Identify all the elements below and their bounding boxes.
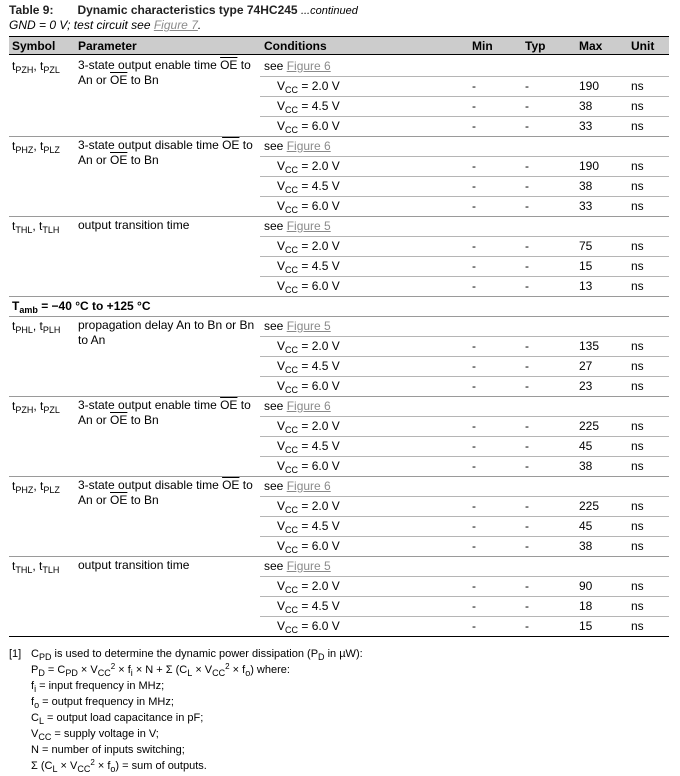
max-value: 190 bbox=[579, 79, 600, 93]
min-value: - bbox=[472, 359, 476, 373]
vcc-condition: $V_{CC} = 2.0$ V bbox=[277, 339, 340, 355]
parameter-cell: 3-state output disable time $\overline{OE}$ to An or $\overline{OE}$ to Bn bbox=[78, 138, 253, 167]
test-condition: GND = 0 V; test circuit see Figure 7. bbox=[9, 18, 202, 32]
max-value: 38 bbox=[579, 99, 593, 113]
max-value: 15 bbox=[579, 619, 593, 633]
unit-value: ns bbox=[631, 99, 644, 113]
unit-value: ns bbox=[631, 119, 644, 133]
vcc-condition: $V_{CC} = 4.5$ V bbox=[277, 99, 340, 115]
typ-value: - bbox=[525, 359, 529, 373]
table-row bbox=[9, 276, 669, 296]
footnote-line: $P_D = C_{PD} \times V_{CC}^2 \times f_i \times N + \Sigma$ $(C_L \times V_{CC}^2 \times f_o)$ where: bbox=[31, 662, 290, 678]
typ-value: - bbox=[525, 439, 529, 453]
table-row bbox=[9, 416, 669, 436]
min-value: - bbox=[472, 339, 476, 353]
max-value: 190 bbox=[579, 159, 600, 173]
max-value: 45 bbox=[579, 439, 593, 453]
min-value: - bbox=[472, 179, 476, 193]
conditions-cell: see Figure 6 bbox=[264, 399, 331, 413]
table-row bbox=[9, 356, 669, 376]
max-value: 23 bbox=[579, 379, 593, 393]
table-row bbox=[9, 516, 669, 536]
table-row bbox=[9, 216, 669, 236]
symbol-cell: $t_{THL}$, $t_{TLH}$ bbox=[12, 219, 60, 235]
conditions-cell: see Figure 5 bbox=[264, 319, 331, 333]
unit-value: ns bbox=[631, 619, 644, 633]
table-row bbox=[9, 156, 669, 176]
table-row bbox=[9, 536, 669, 556]
typ-value: - bbox=[525, 119, 529, 133]
footnote-line: N = number of inputs switching; bbox=[31, 744, 185, 756]
max-value: 15 bbox=[579, 259, 593, 273]
symbol-cell: $t_{PHZ}$, $t_{PLZ}$ bbox=[12, 139, 60, 155]
header-symbol: Symbol bbox=[12, 39, 56, 53]
unit-value: ns bbox=[631, 259, 644, 273]
typ-value: - bbox=[525, 199, 529, 213]
typ-value: - bbox=[525, 239, 529, 253]
typ-value: - bbox=[525, 79, 529, 93]
vcc-condition: $V_{CC} = 4.5$ V bbox=[277, 259, 340, 275]
min-value: - bbox=[472, 279, 476, 293]
max-value: 33 bbox=[579, 199, 593, 213]
min-value: - bbox=[472, 599, 476, 613]
figure-link[interactable]: Figure 6 bbox=[286, 59, 331, 73]
typ-value: - bbox=[525, 579, 529, 593]
table-caption bbox=[9, 3, 358, 19]
unit-value: ns bbox=[631, 159, 644, 173]
typ-value: - bbox=[525, 459, 529, 473]
typ-value: - bbox=[525, 259, 529, 273]
vcc-condition: $V_{CC} = 2.0$ V bbox=[277, 79, 340, 95]
overline-oe: $\overline{OE}$ bbox=[110, 413, 128, 427]
vcc-condition: $V_{CC} = 6.0$ V bbox=[277, 459, 340, 475]
table-row bbox=[9, 616, 669, 636]
vcc-condition: $V_{CC} = 6.0$ V bbox=[277, 619, 340, 635]
conditions-cell: see Figure 6 bbox=[264, 59, 331, 73]
table-row bbox=[9, 456, 669, 476]
vcc-condition: $V_{CC} = 2.0$ V bbox=[277, 579, 340, 595]
figure-link[interactable]: Figure 5 bbox=[286, 319, 331, 333]
table-row bbox=[9, 116, 669, 136]
unit-value: ns bbox=[631, 239, 644, 253]
typ-value: - bbox=[525, 619, 529, 633]
max-value: 225 bbox=[579, 419, 600, 433]
max-value: 33 bbox=[579, 119, 593, 133]
min-value: - bbox=[472, 379, 476, 393]
min-value: - bbox=[472, 119, 476, 133]
symbol-cell: $t_{PZH}$, $t_{PZL}$ bbox=[12, 59, 60, 75]
table-row bbox=[9, 576, 669, 596]
header-parameter: Parameter bbox=[78, 39, 137, 53]
unit-value: ns bbox=[631, 79, 644, 93]
min-value: - bbox=[472, 239, 476, 253]
typ-value: - bbox=[525, 179, 529, 193]
min-value: - bbox=[472, 159, 476, 173]
table-row bbox=[9, 96, 669, 116]
typ-value: - bbox=[525, 279, 529, 293]
continued-label: ...continued bbox=[300, 5, 358, 17]
vcc-condition: $V_{CC} = 6.0$ V bbox=[277, 199, 340, 215]
conditions-cell: see Figure 6 bbox=[264, 479, 331, 493]
vcc-condition: $V_{CC} = 4.5$ V bbox=[277, 439, 340, 455]
tamb-section-label: $T_{amb} = -40$ °C to +125 °C bbox=[12, 299, 151, 315]
vcc-condition: $V_{CC} = 6.0$ V bbox=[277, 379, 340, 395]
typ-value: - bbox=[525, 539, 529, 553]
overline-oe: $\overline{OE}$ bbox=[220, 58, 238, 72]
parameter-cell: output transition time bbox=[78, 218, 190, 232]
max-value: 225 bbox=[579, 499, 600, 513]
typ-value: - bbox=[525, 499, 529, 513]
typ-value: - bbox=[525, 339, 529, 353]
min-value: - bbox=[472, 259, 476, 273]
vcc-condition: $V_{CC} = 2.0$ V bbox=[277, 159, 340, 175]
min-value: - bbox=[472, 199, 476, 213]
table-row bbox=[9, 556, 669, 576]
min-value: - bbox=[472, 519, 476, 533]
conditions-cell: see Figure 6 bbox=[264, 139, 331, 153]
unit-value: ns bbox=[631, 199, 644, 213]
unit-value: ns bbox=[631, 519, 644, 533]
min-value: - bbox=[472, 419, 476, 433]
typ-value: - bbox=[525, 99, 529, 113]
footnote-line: $f_o$ = output frequency in MHz; bbox=[31, 696, 174, 710]
symbol-cell: $t_{THL}$, $t_{TLH}$ bbox=[12, 559, 60, 575]
table-row bbox=[9, 496, 669, 516]
table-header bbox=[9, 36, 669, 55]
header-unit: Unit bbox=[631, 39, 655, 53]
typ-value: - bbox=[525, 379, 529, 393]
overline-oe: $\overline{OE}$ bbox=[222, 478, 240, 492]
min-value: - bbox=[472, 459, 476, 473]
figure-link[interactable]: Figure 5 bbox=[286, 219, 331, 233]
max-value: 27 bbox=[579, 359, 593, 373]
unit-value: ns bbox=[631, 179, 644, 193]
unit-value: ns bbox=[631, 579, 644, 593]
min-value: - bbox=[472, 99, 476, 113]
typ-value: - bbox=[525, 159, 529, 173]
figure-link[interactable]: Figure 6 bbox=[286, 399, 331, 413]
figure-link[interactable]: Figure 6 bbox=[286, 479, 331, 493]
parameter-cell: 3-state output enable time $\overline{OE}$ to An or $\overline{OE}$ to Bn bbox=[78, 58, 251, 87]
vcc-condition: $V_{CC} = 2.0$ V bbox=[277, 419, 340, 435]
symbol-cell: $t_{PZH}$, $t_{PZL}$ bbox=[12, 399, 60, 415]
header-max: Max bbox=[579, 39, 603, 53]
unit-value: ns bbox=[631, 439, 644, 453]
vcc-condition: $V_{CC} = 4.5$ V bbox=[277, 519, 340, 535]
min-value: - bbox=[472, 619, 476, 633]
overline-oe: $\overline{OE}$ bbox=[220, 398, 238, 412]
parameter-cell: 3-state output enable time $\overline{OE}$ to An or $\overline{OE}$ to Bn bbox=[78, 398, 251, 427]
table-row bbox=[9, 236, 669, 256]
min-value: - bbox=[472, 439, 476, 453]
max-value: 75 bbox=[579, 239, 593, 253]
group-divider bbox=[9, 296, 669, 297]
typ-value: - bbox=[525, 419, 529, 433]
header-min: Min bbox=[472, 39, 493, 53]
table-row bbox=[9, 376, 669, 396]
unit-value: ns bbox=[631, 539, 644, 553]
conditions-cell: see Figure 5 bbox=[264, 219, 331, 233]
table-row bbox=[9, 436, 669, 456]
table-row bbox=[9, 76, 669, 96]
max-value: 135 bbox=[579, 339, 600, 353]
min-value: - bbox=[472, 579, 476, 593]
max-value: 90 bbox=[579, 579, 593, 593]
table-row bbox=[9, 336, 669, 356]
max-value: 13 bbox=[579, 279, 593, 293]
vcc-condition: $V_{CC} = 4.5$ V bbox=[277, 599, 340, 615]
unit-value: ns bbox=[631, 339, 644, 353]
max-value: 38 bbox=[579, 459, 593, 473]
header-conditions: Conditions bbox=[264, 39, 327, 53]
min-value: - bbox=[472, 539, 476, 553]
parameter-cell: 3-state output disable time $\overline{OE}$ to An or $\overline{OE}$ to Bn bbox=[78, 478, 253, 507]
figure-link[interactable]: Figure 5 bbox=[286, 559, 331, 573]
footnote-line: $C_{PD}$ is used to determine the dynamic power dissipation ($P_D$ in µW): bbox=[31, 648, 363, 662]
vcc-condition: $V_{CC} = 2.0$ V bbox=[277, 499, 340, 515]
vcc-condition: $V_{CC} = 4.5$ V bbox=[277, 359, 340, 375]
figure-7-link[interactable]: Figure 7 bbox=[153, 18, 198, 32]
overline-oe: $\overline{OE}$ bbox=[110, 153, 128, 167]
typ-value: - bbox=[525, 599, 529, 613]
unit-value: ns bbox=[631, 359, 644, 373]
table-title: Dynamic characteristics type 74HC245 bbox=[77, 3, 298, 17]
footnote-line: $C_L$ = output load capacitance in pF; bbox=[31, 712, 204, 726]
table-row bbox=[9, 176, 669, 196]
parameter-cell: propagation delay An to Bn or Bn to An bbox=[78, 318, 255, 347]
overline-oe: $\overline{OE}$ bbox=[222, 138, 240, 152]
vcc-condition: $V_{CC} = 4.5$ V bbox=[277, 179, 340, 195]
max-value: 45 bbox=[579, 519, 593, 533]
min-value: - bbox=[472, 499, 476, 513]
table-bottom-rule bbox=[9, 636, 669, 637]
typ-value: - bbox=[525, 519, 529, 533]
unit-value: ns bbox=[631, 379, 644, 393]
max-value: 38 bbox=[579, 539, 593, 553]
max-value: 18 bbox=[579, 599, 593, 613]
symbol-cell: $t_{PHZ}$, $t_{PLZ}$ bbox=[12, 479, 60, 495]
unit-value: ns bbox=[631, 459, 644, 473]
footnote-line: $f_i$ = input frequency in MHz; bbox=[31, 680, 165, 694]
unit-value: ns bbox=[631, 279, 644, 293]
max-value: 38 bbox=[579, 179, 593, 193]
table-row bbox=[9, 256, 669, 276]
parameter-cell: output transition time bbox=[78, 558, 190, 572]
vcc-condition: $V_{CC} = 6.0$ V bbox=[277, 119, 340, 135]
overline-oe: $\overline{OE}$ bbox=[110, 73, 128, 87]
table-row bbox=[9, 596, 669, 616]
overline-oe: $\overline{OE}$ bbox=[110, 493, 128, 507]
conditions-cell: see Figure 5 bbox=[264, 559, 331, 573]
footnote-line: $V_{CC}$ = supply voltage in V; bbox=[31, 728, 159, 742]
table-number: Table 9: bbox=[9, 3, 54, 17]
header-typ: Typ bbox=[525, 39, 546, 53]
vcc-condition: $V_{CC} = 6.0$ V bbox=[277, 279, 340, 295]
footnote-line: Σ $(C_L \times V_{CC}^2 \times f_o)$ = sum of outputs. bbox=[31, 758, 207, 774]
vcc-condition: $V_{CC} = 2.0$ V bbox=[277, 239, 340, 255]
figure-link[interactable]: Figure 6 bbox=[286, 139, 331, 153]
symbol-cell: $t_{PHL}$, $t_{PLH}$ bbox=[12, 319, 61, 335]
min-value: - bbox=[472, 79, 476, 93]
unit-value: ns bbox=[631, 599, 644, 613]
unit-value: ns bbox=[631, 499, 644, 513]
table-row bbox=[9, 196, 669, 216]
vcc-condition: $V_{CC} = 6.0$ V bbox=[277, 539, 340, 555]
unit-value: ns bbox=[631, 419, 644, 433]
footnote-marker: [1] bbox=[9, 648, 22, 660]
